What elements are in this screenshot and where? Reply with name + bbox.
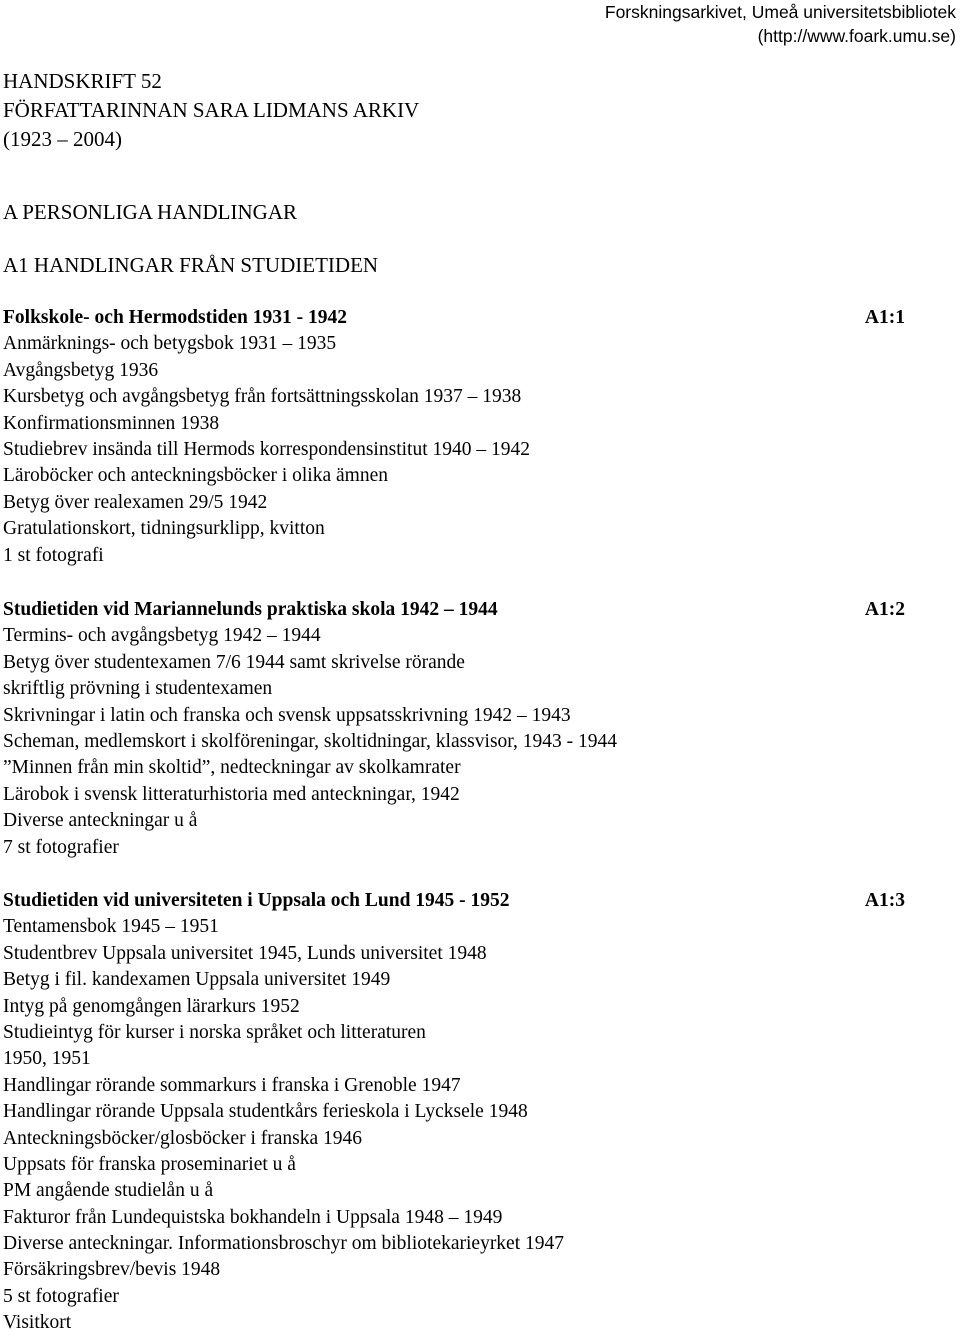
volume-code: A1:2 — [864, 599, 905, 620]
list-item: 1 st fotografi — [3, 544, 104, 566]
list-item: Diverse anteckningar u å — [3, 810, 198, 832]
list-item: Scheman, medlemskort i skolföreningar, skoltidningar, klassvisor, 1943 - 1944 — [3, 730, 617, 752]
list-item: Gratulationskort, tidningsurklipp, kvitton — [3, 518, 325, 540]
group-heading — [3, 597, 955, 623]
list-item: Anmärknings- och betygsbok 1931 – 1935 — [3, 333, 337, 355]
list-item: Kursbetyg och avgångsbetyg från fortsättningsskolan 1937 – 1938 — [3, 386, 522, 408]
page-header — [605, 0, 956, 48]
document-title — [3, 67, 419, 154]
list-item: Diverse anteckningar. Informationsbroschyr om bibliotekarieyrket 1947 — [3, 1233, 565, 1255]
list-item: 7 st fotografier — [3, 836, 119, 858]
list-item: Konfirmationsminnen 1938 — [3, 412, 220, 434]
list-item: Fakturor från Lundequistska bokhandeln i Uppsala 1948 – 1949 — [3, 1206, 503, 1228]
list-item: Betyg i fil. kandexamen Uppsala universitet 1949 — [3, 969, 391, 991]
list-item: Termins- och avgångsbetyg 1942 – 1944 — [3, 625, 321, 647]
institution-url: (http://www.foark.umu.se) — [757, 26, 956, 46]
title-line-2: FÖRFATTARINNAN SARA LIDMANS ARKIV — [3, 98, 420, 122]
list-item: Uppsats för franska proseminariet u å — [3, 1153, 296, 1175]
list-item: PM angående studielån u å — [3, 1180, 214, 1202]
group-title: Studietiden vid Mariannelunds praktiska skola 1942 – 1944 — [3, 599, 498, 620]
list-item: Studieintyg för kurser i norska språket och litteraturen — [3, 1021, 426, 1043]
list-item: Handlingar rörande Uppsala studentkårs ferieskola i Lycksele 1948 — [3, 1101, 528, 1123]
group-title: Folkskole- och Hermodstiden 1931 - 1942 — [3, 307, 347, 328]
archive-group-a1-2 — [3, 597, 955, 861]
section-heading-a: A PERSONLIGA HANDLINGAR — [3, 200, 298, 224]
archive-group-a1-1 — [3, 305, 955, 569]
list-item: Intyg på genomgången lärarkurs 1952 — [3, 995, 300, 1017]
institution-name: Forskningsarkivet, Umeå universitetsbibliotek — [604, 2, 956, 22]
list-item: skriftlig prövning i studentexamen — [3, 678, 273, 700]
volume-code: A1:3 — [864, 890, 905, 911]
list-item: Betyg över studentexamen 7/6 1944 samt skrivelse rörande — [3, 651, 465, 673]
list-item: Läroböcker och anteckningsböcker i olika ämnen — [3, 465, 388, 487]
list-item: Visitkort — [3, 1312, 72, 1334]
title-line-1: HANDSKRIFT 52 — [3, 69, 162, 93]
list-item: Betyg över realexamen 29/5 1942 — [3, 491, 268, 513]
group-title: Studietiden vid universiteten i Uppsala och Lund 1945 - 1952 — [3, 890, 510, 911]
list-item: ”Minnen från min skoltid”, nedteckningar av skolkamrater — [3, 757, 461, 779]
list-item: Försäkringsbrev/bevis 1948 — [3, 1259, 221, 1281]
archive-group-a1-3 — [3, 888, 955, 1337]
list-item: Handlingar rörande sommarkurs i franska i Grenoble 1947 — [3, 1074, 461, 1096]
list-item: 5 st fotografier — [3, 1285, 119, 1307]
list-item: Studentbrev Uppsala universitet 1945, Lunds universitet 1948 — [3, 942, 487, 964]
list-item: 1950, 1951 — [3, 1048, 91, 1070]
volume-code: A1:1 — [864, 307, 905, 328]
group-heading — [3, 305, 955, 331]
list-item: Anteckningsböcker/glosböcker i franska 1946 — [3, 1127, 363, 1149]
list-item: Tentamensbok 1945 – 1951 — [3, 916, 219, 938]
list-item: Lärobok i svensk litteraturhistoria med anteckningar, 1942 — [3, 783, 460, 805]
title-line-3: (1923 – 2004) — [3, 127, 122, 151]
section-heading-a1: A1 HANDLINGAR FRÅN STUDIETIDEN — [3, 253, 379, 277]
group-heading — [3, 888, 955, 914]
list-item: Skrivningar i latin och franska och svensk uppsatsskrivning 1942 – 1943 — [3, 704, 571, 726]
list-item: Studiebrev insända till Hermods korrespondensinstitut 1940 – 1942 — [3, 438, 530, 460]
list-item: Avgångsbetyg 1936 — [3, 359, 159, 381]
